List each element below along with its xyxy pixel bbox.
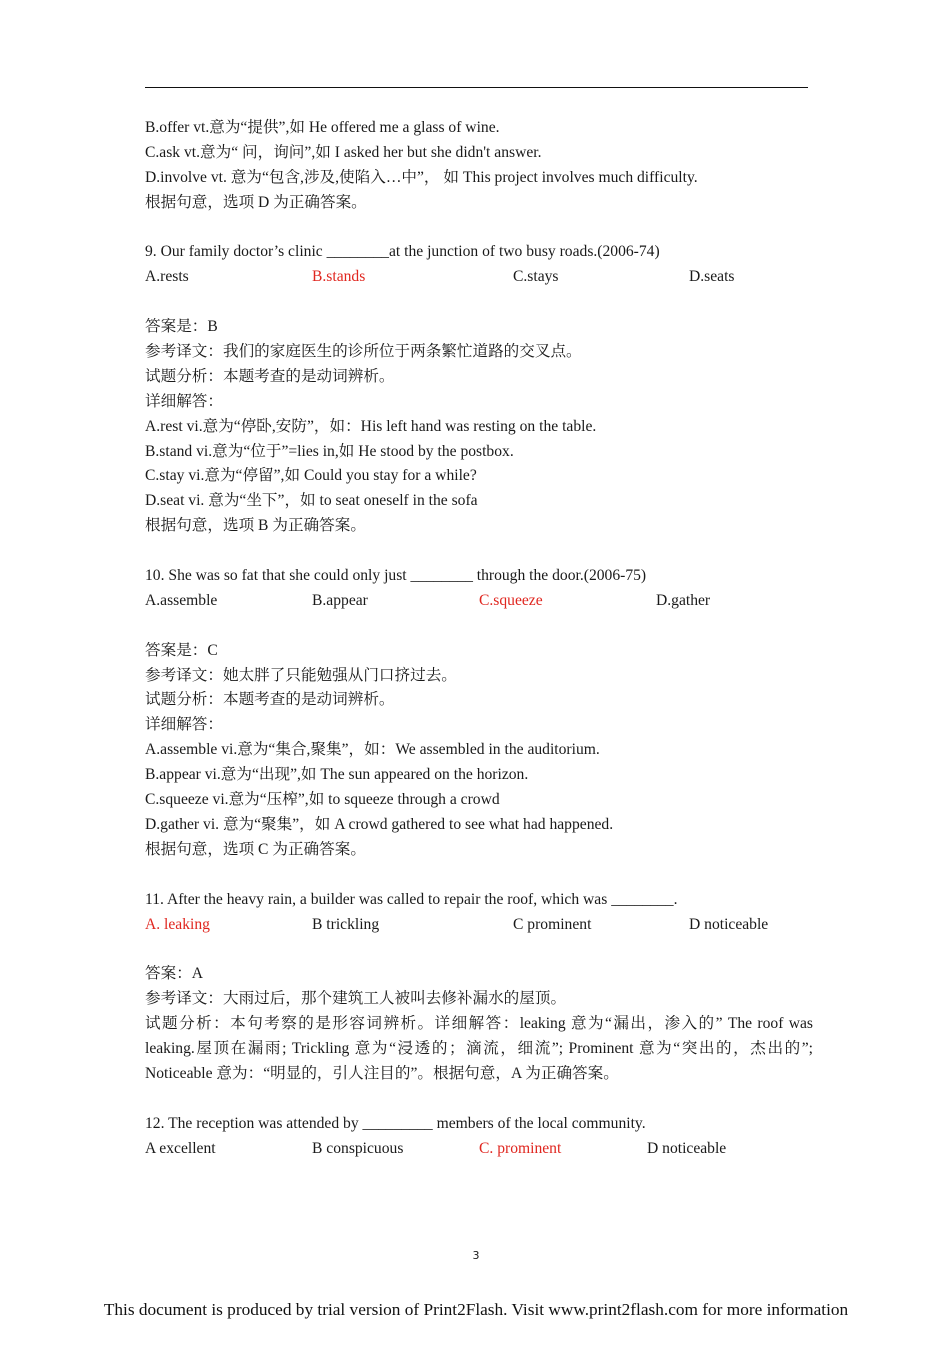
q10-analysis: 试题分析：本题考查的是动词辨析。	[145, 691, 395, 709]
q8-detail-c: C.ask vt.意为“ 问，询问”,如 I asked her but she didn't answer.	[145, 143, 542, 161]
q9-option-b-correct: B.stands	[312, 268, 366, 286]
q10-option-b: B.appear	[312, 591, 368, 609]
q12-option-b: B conspicuous	[312, 1139, 404, 1157]
q12-options	[145, 1137, 813, 1162]
q10-options	[145, 589, 813, 614]
q9-conclusion: 根据句意，选项 B 为正确答案。	[145, 517, 366, 535]
q10-option-d: D.gather	[656, 591, 711, 609]
q10-detail-d: D.gather vi. 意为“聚集”，如 A crowd gathered to see what had happened.	[145, 815, 614, 833]
q11-analysis: 试题分析：本句考察的是形容词辨析。详细解答：leaking 意为“漏出，渗入的” The roof was leaking.屋顶在漏雨; Trickling 意为“浸透的；滴流，细流”; Prominent 意为“突出的，杰出的”; Noticeable 意为：“明显的，引人注目的”。根据句意，A 为正确答案。	[145, 1015, 813, 1082]
q11-option-b: B trickling	[312, 915, 380, 933]
q9-detail-heading: 详细解答：	[145, 392, 223, 410]
q9-analysis: 试题分析：本题考查的是动词辨析。	[145, 367, 395, 385]
q9-options	[145, 265, 813, 290]
q10-option-a: A.assemble	[145, 591, 218, 609]
q11-translation: 参考译文：大雨过后，那个建筑工人被叫去修补漏水的屋顶。	[145, 990, 567, 1008]
q9-detail-c: C.stay vi.意为“停留”,如 Could you stay for a while?	[145, 467, 477, 485]
q10-conclusion: 根据句意，选项 C 为正确答案。	[145, 840, 366, 858]
q8-detail-b: B.offer vt.意为“提供”,如 He offered me a glass of wine.	[145, 119, 500, 136]
page-content	[145, 116, 813, 1161]
q9-option-c: C.stays	[513, 268, 559, 286]
q10-answer: 答案是：C	[145, 641, 218, 659]
trial-footer: This document is produced by trial version of Print2Flash. Visit www.print2flash.com for more information	[103, 1300, 849, 1319]
q10-detail-heading: 详细解答：	[145, 716, 223, 734]
page-number: 3	[472, 1249, 480, 1262]
q8-conclusion: 根据句意，选项 D 为正确答案。	[145, 193, 367, 211]
q12-option-d: D noticeable	[647, 1139, 727, 1157]
q12-option-a: A excellent	[145, 1139, 216, 1157]
q9-detail-b: B.stand vi.意为“位于”=lies in,如 He stood by the postbox.	[145, 442, 514, 460]
q8-detail-d: D.involve vt. 意为“包含,涉及,使陷入…中”， 如 This project involves much difficulty.	[145, 168, 698, 186]
q9-question: 9. Our family doctor’s clinic ________at the junction of two busy roads.(2006-74)	[145, 243, 660, 261]
q10-detail-b: B.appear vi.意为“出现”,如 The sun appeared on the horizon.	[145, 766, 529, 784]
q10-translation: 参考译文：她太胖了只能勉强从门口挤过去。	[145, 666, 457, 684]
q11-options	[145, 913, 813, 938]
q10-option-c-correct: C.squeeze	[479, 591, 543, 609]
q12-question: 12. The reception was attended by _________ members of the local community.	[145, 1114, 646, 1132]
q9-detail-d: D.seat vi. 意为“坐下”，如 to seat oneself in the sofa	[145, 492, 478, 510]
q9-answer: 答案是：B	[145, 318, 218, 336]
q11-answer: 答案：A	[145, 965, 204, 983]
q9-option-a: A.rests	[145, 268, 189, 286]
header-rule	[145, 87, 808, 88]
q11-option-a-correct: A. leaking	[145, 915, 210, 933]
q11-question: 11. After the heavy rain, a builder was called to repair the roof, which was ________.	[145, 890, 678, 908]
q11-option-d: D noticeable	[689, 915, 769, 933]
q10-detail-a: A.assemble vi.意为“集合,聚集”，如：We assembled in the auditorium.	[145, 741, 600, 759]
q12-option-c-correct: C. prominent	[479, 1139, 562, 1157]
q9-translation: 参考译文：我们的家庭医生的诊所位于两条繁忙道路的交叉点。	[145, 343, 582, 361]
q9-option-d: D.seats	[689, 268, 735, 286]
q10-detail-c: C.squeeze vi.意为“压榨”,如 to squeeze through a crowd	[145, 791, 500, 809]
q11-option-c: C prominent	[513, 915, 592, 933]
q10-question: 10. She was so fat that she could only just ________ through the door.(2006-75)	[145, 567, 647, 585]
q9-detail-a: A.rest vi.意为“停卧,安防”，如：His left hand was resting on the table.	[145, 417, 597, 435]
